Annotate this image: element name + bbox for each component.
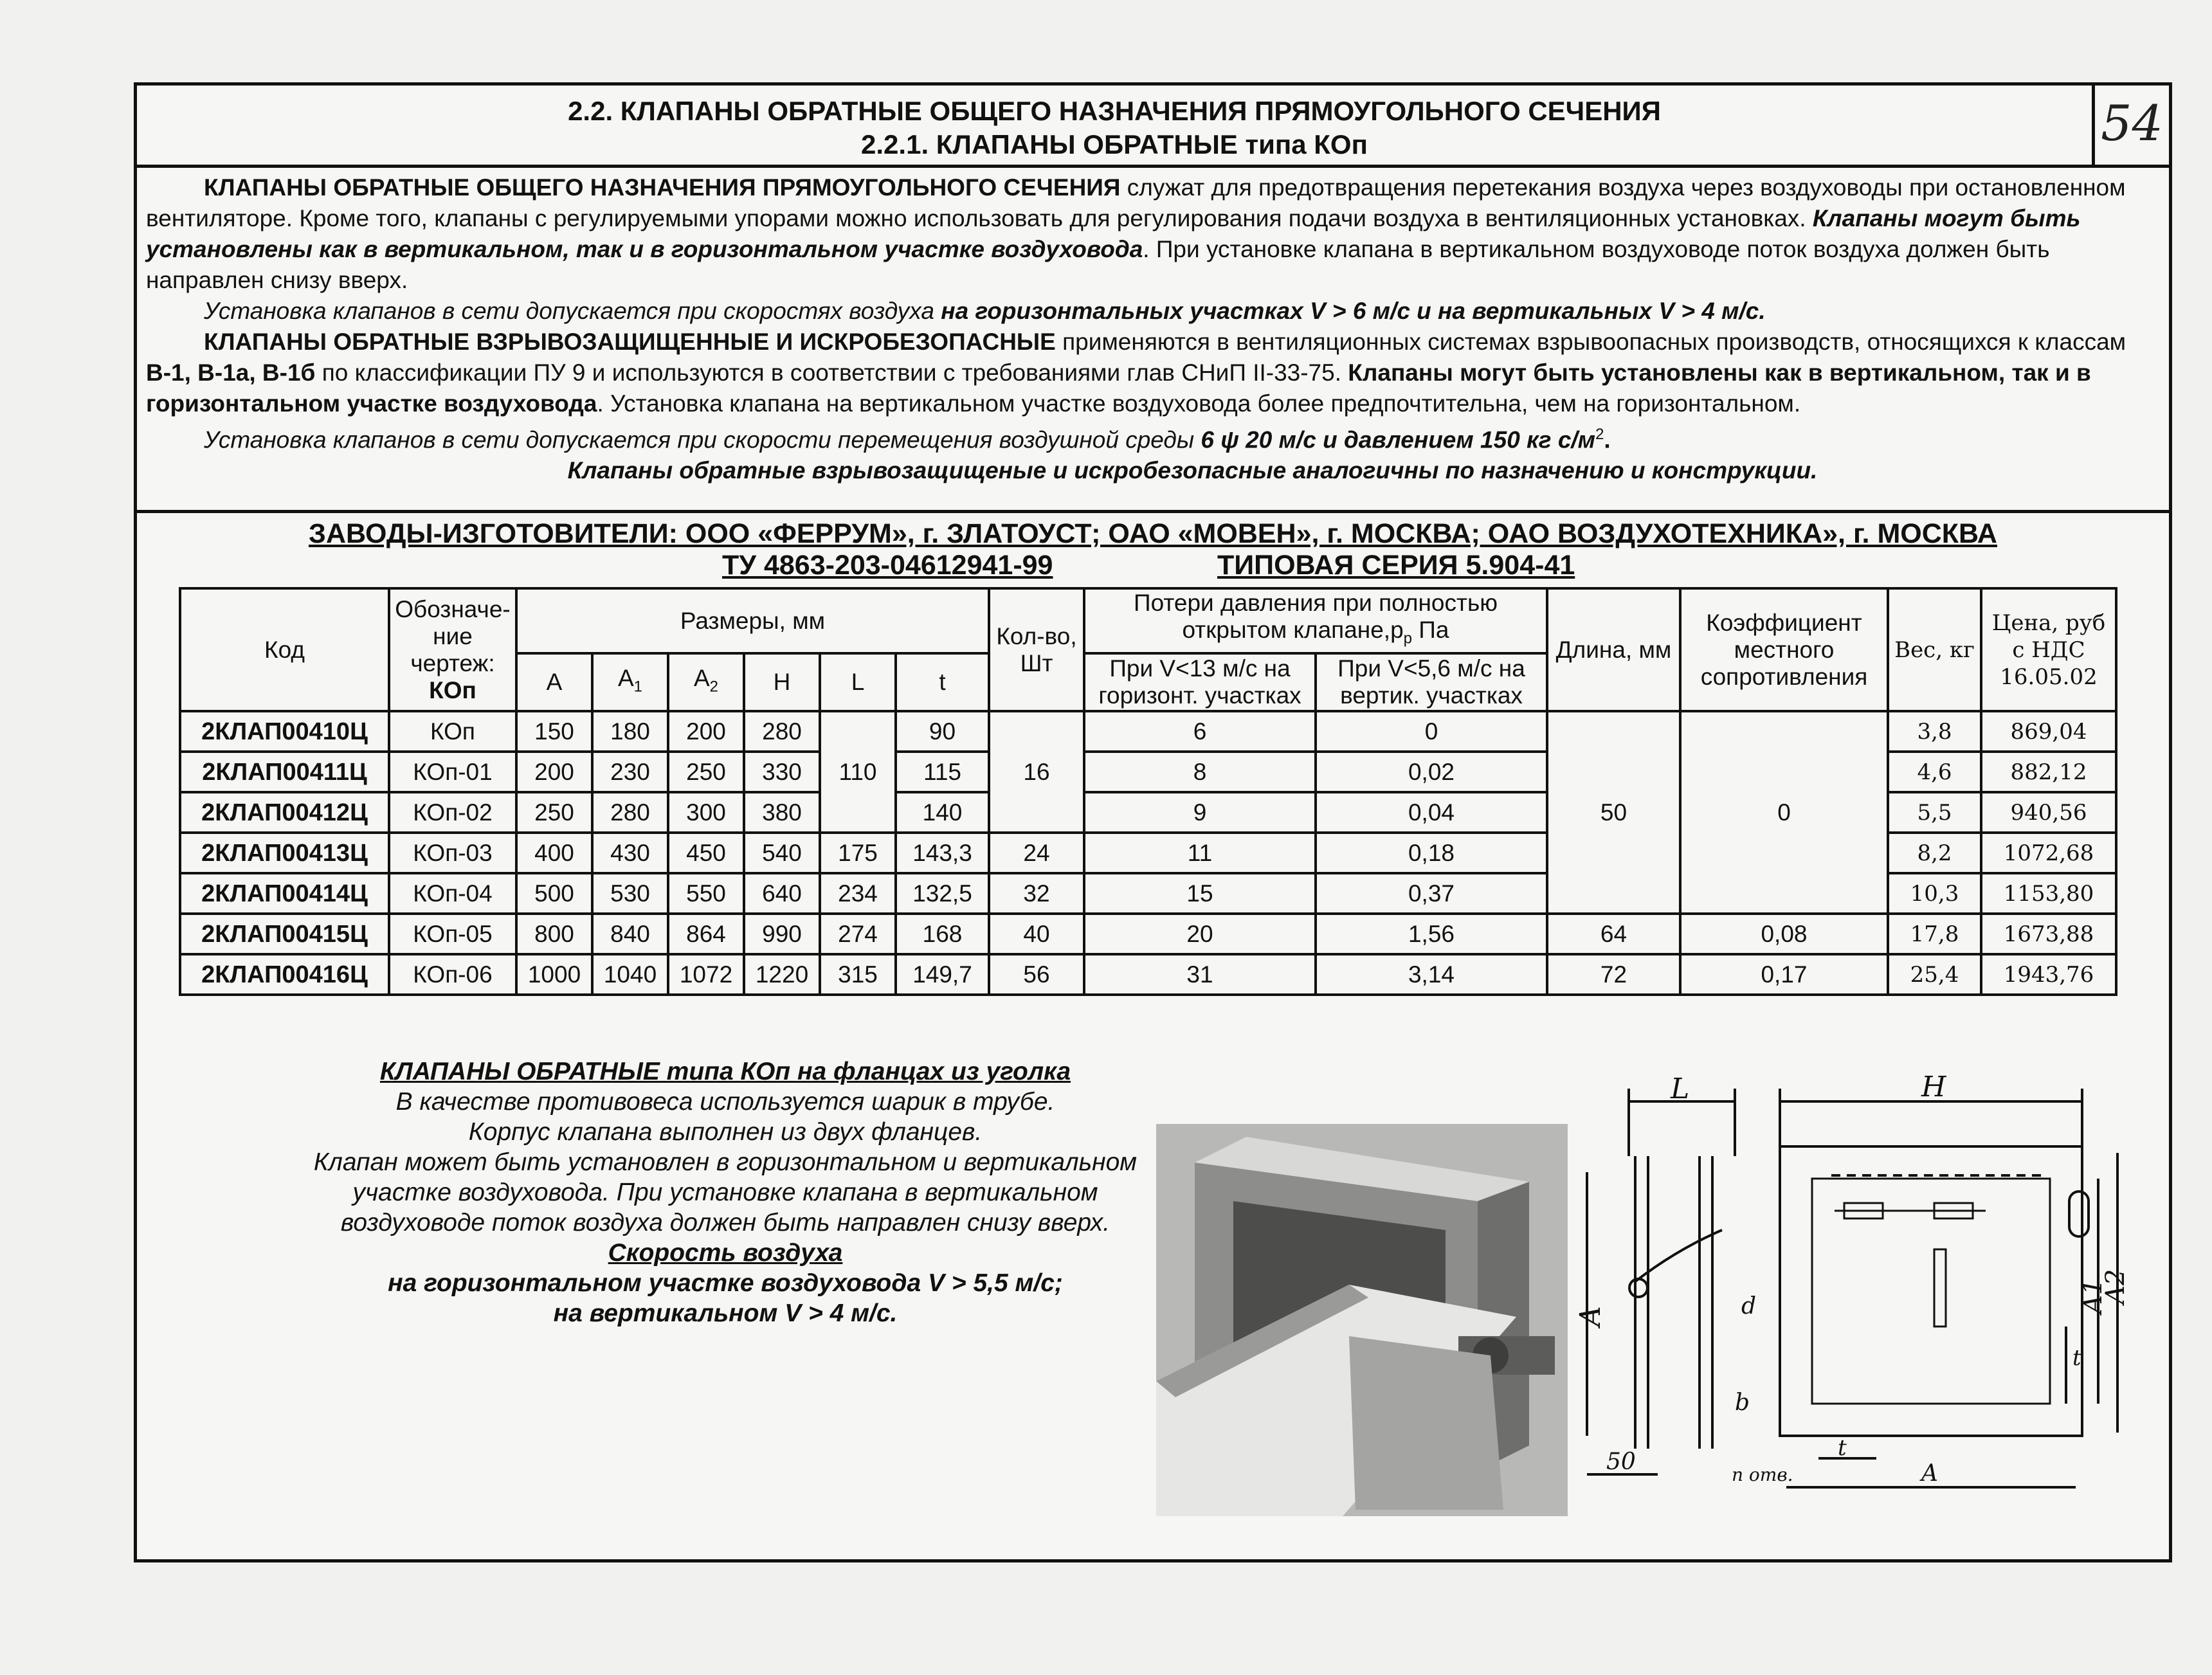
cell-price: 940,56 bbox=[1981, 792, 2116, 833]
header-qty: Кол-во, Шт bbox=[989, 588, 1084, 711]
page-number: 54 bbox=[2095, 86, 2169, 168]
cell-A2: 550 bbox=[668, 873, 744, 914]
header-H: H bbox=[744, 653, 820, 711]
description-title: КЛАПАНЫ ОБРАТНЫЕ типа КОп на фланцах из уголка bbox=[379, 1058, 1071, 1085]
header-A1 bbox=[592, 653, 668, 711]
intro-p3-text-c: . Установка клапана на вертикальном участке воздуховода более предпочтительна, чем на горизонтальном. bbox=[597, 390, 1801, 417]
cell-A2: 300 bbox=[668, 792, 744, 833]
speed-title: Скорость воздуха bbox=[608, 1239, 843, 1267]
cell-loss-v: 0,04 bbox=[1316, 792, 1547, 833]
header-A2 bbox=[668, 653, 744, 711]
cell-code: 2КЛАП00414Ц bbox=[180, 873, 389, 914]
manufacturers-line: ЗАВОДЫ-ИЗГОТОВИТЕЛИ: ООО «ФЕРРУМ», г. ЗЛАТОУСТ; ОАО «МОВЕН», г. МОСКВА; ОАО ВОЗДУХОТЕХНИКА», г. МОСКВА bbox=[309, 518, 1997, 549]
header-coef: Коэффициент местного сопротивления bbox=[1680, 588, 1888, 711]
cell-weight: 8,2 bbox=[1888, 833, 1981, 873]
cell-qty: 40 bbox=[989, 914, 1084, 954]
header-pressure-loss bbox=[1084, 588, 1547, 653]
header-loss-sub: p bbox=[1403, 629, 1413, 647]
cell-loss-h: 15 bbox=[1084, 873, 1316, 914]
cell-designation: КОп-05 bbox=[389, 914, 516, 954]
cell-A1: 230 bbox=[592, 752, 668, 792]
cell-L: 315 bbox=[820, 954, 896, 995]
header-A1-letter: A bbox=[617, 664, 634, 691]
intro-p3-bold-b: Клапаны могут быть установлены как в вертикальном, так и в горизонтальном участке воздуховода bbox=[146, 359, 2091, 417]
dim-A-bottom: A bbox=[1921, 1460, 1938, 1487]
dim-A: A bbox=[1574, 1306, 1607, 1326]
table-row bbox=[180, 914, 2116, 954]
intro-paragraph-1 bbox=[146, 172, 2162, 296]
cell-A: 200 bbox=[516, 752, 592, 792]
cell-price: 869,04 bbox=[1981, 711, 2116, 752]
intro-p1-bold: КЛАПАНЫ ОБРАТНЫЕ ОБЩЕГО НАЗНАЧЕНИЯ ПРЯМОУГОЛЬНОГО СЕЧЕНИЯ bbox=[204, 174, 1121, 201]
cell-A: 1000 bbox=[516, 954, 592, 995]
intro-p1-emphasis: Клапаны могут быть установлены как в вертикальном, так и в горизонтальном участке воздуховода bbox=[146, 205, 2081, 262]
cell-H: 640 bbox=[744, 873, 820, 914]
cell-code: 2КЛАП00416Ц bbox=[180, 954, 389, 995]
intro-paragraph-5 bbox=[146, 455, 2162, 486]
cell-t: 140 bbox=[896, 792, 989, 833]
header-loss-text: Потери давления при полностью открытом клапане,p bbox=[1134, 590, 1498, 643]
dim-H: H bbox=[1921, 1071, 1946, 1103]
cell-weight: 3,8 bbox=[1888, 711, 1981, 752]
cell-code: 2КЛАП00411Ц bbox=[180, 752, 389, 792]
header-A1-sub: 1 bbox=[633, 678, 643, 696]
cell-price: 1673,88 bbox=[1981, 914, 2116, 954]
cell-A: 250 bbox=[516, 792, 592, 833]
cell-A1: 530 bbox=[592, 873, 668, 914]
cell-qty-merged: 16 bbox=[989, 711, 1084, 833]
header-loss-unit: Па bbox=[1412, 617, 1449, 643]
cell-price: 1153,80 bbox=[1981, 873, 2116, 914]
cell-designation: КОп-04 bbox=[389, 873, 516, 914]
table-row bbox=[180, 954, 2116, 995]
table-row bbox=[180, 711, 2116, 752]
cell-length: 72 bbox=[1547, 954, 1680, 995]
cell-A1: 1040 bbox=[592, 954, 668, 995]
cell-A1: 430 bbox=[592, 833, 668, 873]
dim-A1: A1 bbox=[2078, 1278, 2108, 1314]
cell-price: 1943,76 bbox=[1981, 954, 2116, 995]
cell-designation: КОп bbox=[389, 711, 516, 752]
specification-table bbox=[179, 587, 2117, 996]
cell-t: 90 bbox=[896, 711, 989, 752]
cell-loss-v: 0 bbox=[1316, 711, 1547, 752]
intro-p3-text-b: по классификации ПУ 9 и используются в соответствии с требованиями глав СНиП II-33-75. bbox=[315, 359, 1348, 386]
cell-weight: 5,5 bbox=[1888, 792, 1981, 833]
dim-L: L bbox=[1671, 1073, 1690, 1105]
header-length: Длина, мм bbox=[1547, 588, 1680, 711]
header-price: Цена, руб с НДС 16.05.02 bbox=[1981, 588, 2116, 711]
cell-H: 540 bbox=[744, 833, 820, 873]
cell-t: 115 bbox=[896, 752, 989, 792]
intro-p4-sup: 2 bbox=[1595, 426, 1604, 443]
cell-loss-h: 9 bbox=[1084, 792, 1316, 833]
cell-L: 234 bbox=[820, 873, 896, 914]
cell-H: 280 bbox=[744, 711, 820, 752]
header-t: t bbox=[896, 653, 989, 711]
cell-t: 149,7 bbox=[896, 954, 989, 995]
cell-loss-h: 6 bbox=[1084, 711, 1316, 752]
cell-loss-v: 1,56 bbox=[1316, 914, 1547, 954]
section-divider bbox=[137, 510, 2169, 513]
header-code: Код bbox=[180, 588, 389, 711]
cell-qty: 32 bbox=[989, 873, 1084, 914]
dim-50: 50 bbox=[1606, 1449, 1636, 1475]
cell-H: 990 bbox=[744, 914, 820, 954]
intro-p2-emphasis: на горизонтальных участках V > 6 м/с и на вертикальных V > 4 м/с. bbox=[941, 298, 1766, 324]
cell-loss-v: 0,18 bbox=[1316, 833, 1547, 873]
header-A: A bbox=[516, 653, 592, 711]
cell-loss-h: 8 bbox=[1084, 752, 1316, 792]
header-weight: Вес, кг bbox=[1888, 588, 1981, 711]
subsection-title: 2.2.1. КЛАПАНЫ ОБРАТНЫЕ типа КОп bbox=[861, 129, 1368, 159]
valve-photo bbox=[1156, 1124, 1568, 1516]
intro-p3-text: применяются в вентиляционных системах взрывоопасных производств, относящихся к классам bbox=[1055, 329, 2126, 355]
cell-price: 1072,68 bbox=[1981, 833, 2116, 873]
cell-qty: 56 bbox=[989, 954, 1084, 995]
section-title: 2.2. КЛАПАНЫ ОБРАТНЫЕ ОБЩЕГО НАЗНАЧЕНИЯ ПРЯМОУГОЛЬНОГО СЕЧЕНИЯ bbox=[568, 96, 1661, 126]
intro-p5-emphasis: Клапаны обратные взрывозащищеные и искробезопасные аналогичны по назначению и конструкции. bbox=[567, 457, 1818, 484]
cell-code: 2КЛАП00413Ц bbox=[180, 833, 389, 873]
header-A2-sub: 2 bbox=[709, 678, 719, 696]
cell-t: 132,5 bbox=[896, 873, 989, 914]
cell-A2: 1072 bbox=[668, 954, 744, 995]
cell-code: 2КЛАП00415Ц bbox=[180, 914, 389, 954]
section-header bbox=[137, 86, 2095, 168]
cell-qty: 24 bbox=[989, 833, 1084, 873]
cell-loss-h: 11 bbox=[1084, 833, 1316, 873]
intro-p2-italic: Установка клапанов в сети допускается при скоростях воздуха bbox=[204, 298, 941, 324]
cell-A: 800 bbox=[516, 914, 592, 954]
cell-loss-v: 0,02 bbox=[1316, 752, 1547, 792]
cell-A: 150 bbox=[516, 711, 592, 752]
cell-A1: 180 bbox=[592, 711, 668, 752]
header-loss-vertical: При V<5,6 м/с на вертик. участках bbox=[1316, 653, 1547, 711]
speed-horizontal: на горизонтальном участке воздуховода V > 5,5 м/с; bbox=[388, 1269, 1063, 1297]
intro-paragraph-4 bbox=[146, 419, 2162, 455]
cell-price: 882,12 bbox=[1981, 752, 2116, 792]
header-designation bbox=[389, 588, 516, 711]
cell-A2: 250 bbox=[668, 752, 744, 792]
cell-A2: 450 bbox=[668, 833, 744, 873]
dim-t: t bbox=[1838, 1435, 1847, 1461]
description-line-2: Корпус клапана выполнен из двух фланцев. bbox=[468, 1118, 983, 1146]
dim-b: b bbox=[1735, 1390, 1750, 1416]
speed-vertical: на вертикальном V > 4 м/с. bbox=[553, 1299, 898, 1327]
typical-series: ТИПОВАЯ СЕРИЯ 5.904-41 bbox=[1217, 550, 1575, 581]
dim-d: d bbox=[1741, 1293, 1757, 1319]
intro-paragraph-2 bbox=[146, 296, 2162, 327]
cell-H: 1220 bbox=[744, 954, 820, 995]
cell-designation: КОп-03 bbox=[389, 833, 516, 873]
intro-text bbox=[146, 172, 2162, 486]
cell-weight: 25,4 bbox=[1888, 954, 1981, 995]
cell-code: 2КЛАП00412Ц bbox=[180, 792, 389, 833]
intro-paragraph-3 bbox=[146, 327, 2162, 419]
cell-t: 168 bbox=[896, 914, 989, 954]
dim-A2: A2 bbox=[2101, 1269, 2130, 1304]
cell-A1: 280 bbox=[592, 792, 668, 833]
cell-t: 143,3 bbox=[896, 833, 989, 873]
header-loss-horizontal: При V<13 м/с на горизонт. участках bbox=[1084, 653, 1316, 711]
valve-drawing bbox=[1574, 1071, 2130, 1519]
cell-coef: 0,08 bbox=[1680, 914, 1888, 954]
cell-L: 274 bbox=[820, 914, 896, 954]
header-designation-bold: КОп bbox=[429, 676, 476, 703]
cell-A2: 200 bbox=[668, 711, 744, 752]
cell-A: 400 bbox=[516, 833, 592, 873]
tu-number: ТУ 4863-203-04612941-99 bbox=[722, 550, 1053, 581]
cell-designation: КОп-01 bbox=[389, 752, 516, 792]
description-line-3: Клапан может быть установлен в горизонтальном и вертикальном участке воздуховода. При установке клапана в вертикальном воздуховоде поток воздуха должен быть направлен снизу вверх. bbox=[313, 1148, 1138, 1236]
catalog-sheet bbox=[134, 82, 2172, 1562]
intro-p4-emphasis: 6 ψ 20 м/с и давлением 150 кг с/м bbox=[1201, 426, 1596, 453]
cell-length-merged: 50 bbox=[1547, 711, 1680, 914]
cell-A: 500 bbox=[516, 873, 592, 914]
cell-weight: 4,6 bbox=[1888, 752, 1981, 792]
cell-loss-v: 0,37 bbox=[1316, 873, 1547, 914]
header-A2-letter: A bbox=[693, 664, 710, 691]
dim-t-right: t bbox=[2072, 1345, 2081, 1371]
cell-A1: 840 bbox=[592, 914, 668, 954]
cell-code: 2КЛАП00410Ц bbox=[180, 711, 389, 752]
cell-L: 175 bbox=[820, 833, 896, 873]
intro-p1-text-b: . При установке клапана в вертикальном воздуховоде поток воздуха должен быть направлен снизу вверх. bbox=[146, 236, 2050, 293]
cell-loss-h: 20 bbox=[1084, 914, 1316, 954]
cell-loss-h: 31 bbox=[1084, 954, 1316, 995]
cell-length: 64 bbox=[1547, 914, 1680, 954]
cell-L-merged: 110 bbox=[820, 711, 896, 833]
holes-label: n отв. bbox=[1732, 1464, 1793, 1485]
header-L: L bbox=[820, 653, 896, 711]
intro-p4-italic: Установка клапанов в сети допускается при скорости перемещения воздушной среды bbox=[204, 426, 1201, 453]
valve-description bbox=[278, 1056, 1172, 1328]
intro-p3-bold: КЛАПАНЫ ОБРАТНЫЕ ВЗРЫВОЗАЩИЩЕННЫЕ И ИСКРОБЕЗОПАСНЫЕ bbox=[204, 329, 1056, 355]
intro-p3-classes: В-1, В-1а, В-1б bbox=[146, 359, 316, 386]
header-sizes: Размеры, мм bbox=[516, 588, 989, 653]
cell-H: 330 bbox=[744, 752, 820, 792]
cell-designation: КОп-02 bbox=[389, 792, 516, 833]
header-designation-text: Обозначе-ние чертеж: bbox=[395, 595, 511, 676]
cell-A2: 864 bbox=[668, 914, 744, 954]
cell-weight: 17,8 bbox=[1888, 914, 1981, 954]
intro-p4-end: . bbox=[1604, 426, 1611, 453]
cell-weight: 10,3 bbox=[1888, 873, 1981, 914]
cell-loss-v: 3,14 bbox=[1316, 954, 1547, 995]
cell-coef: 0,17 bbox=[1680, 954, 1888, 995]
cell-coef-merged: 0 bbox=[1680, 711, 1888, 914]
description-line-1: В качестве противовеса используется шарик в трубе. bbox=[395, 1088, 1055, 1116]
cell-H: 380 bbox=[744, 792, 820, 833]
cell-designation: КОп-06 bbox=[389, 954, 516, 995]
intro-p1-text: служат для предотвращения перетекания воздуха через воздуховоды при остановленном вентиляторе. Кроме того, клапаны с регулируемыми упорами можно использовать для регулирования подачи воздуха в вентиляционных установках. bbox=[146, 174, 2126, 231]
